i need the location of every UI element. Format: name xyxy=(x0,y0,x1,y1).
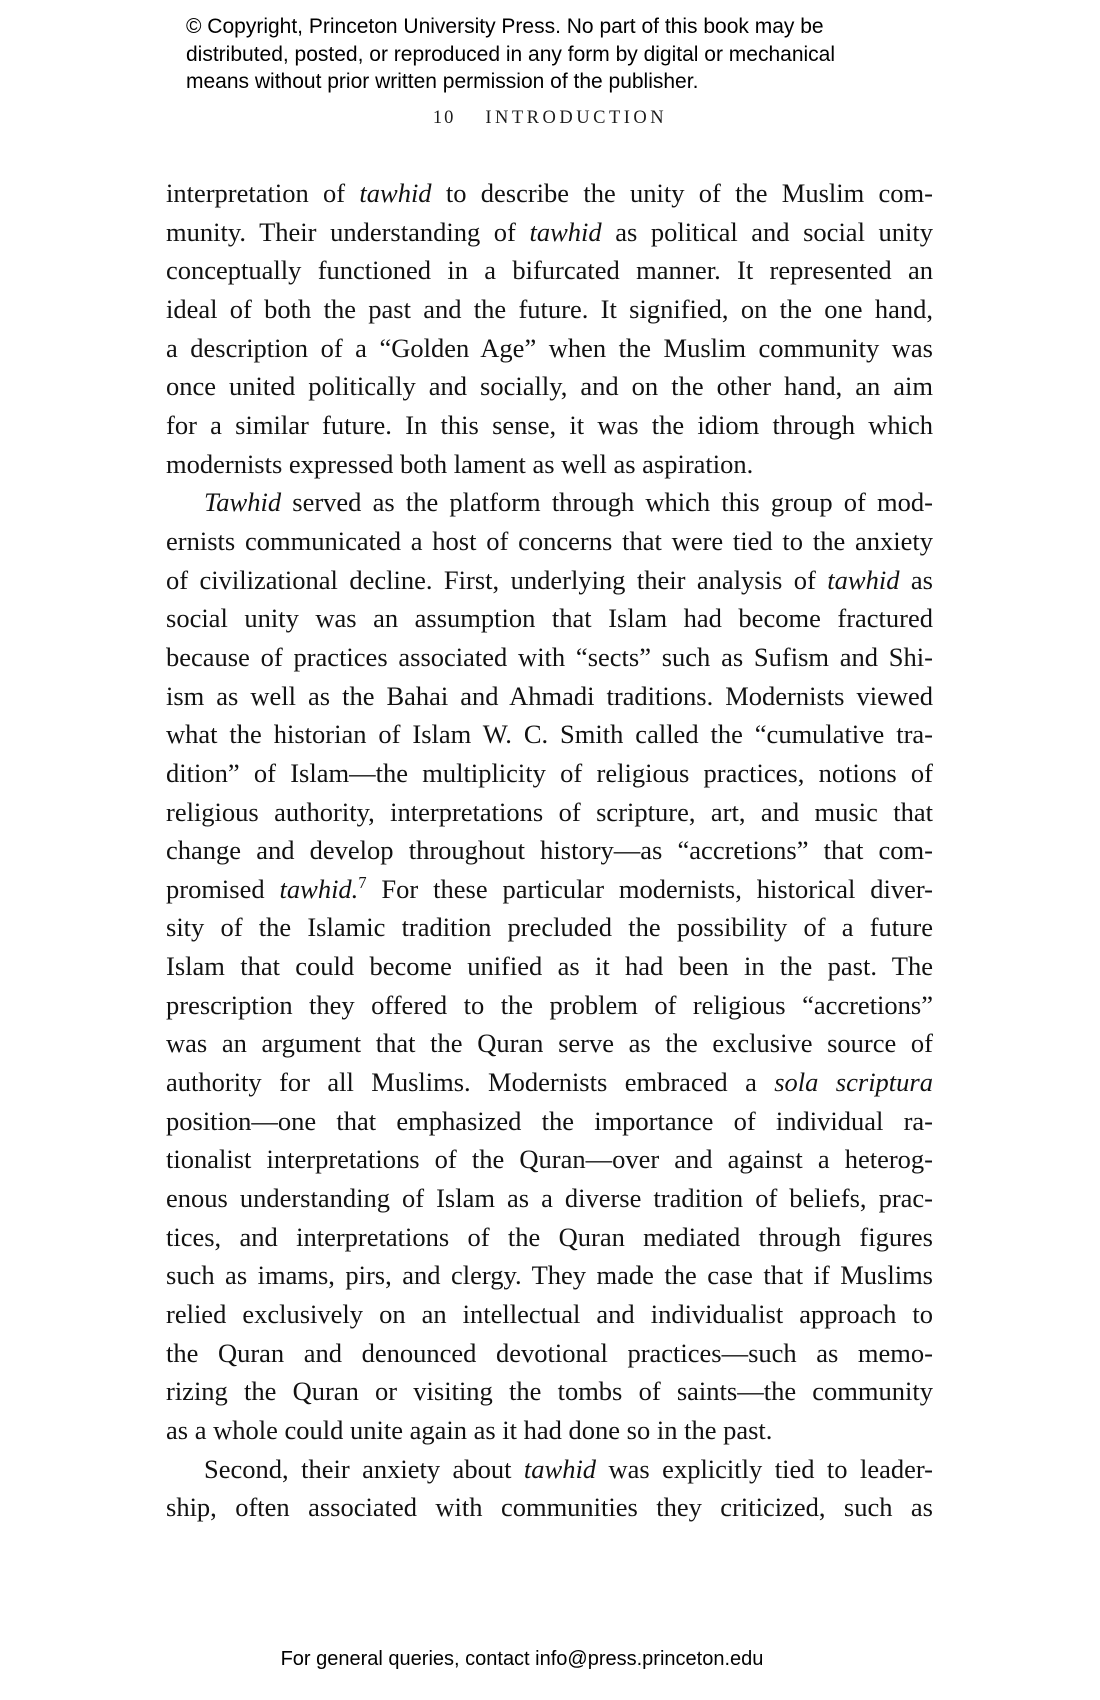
text-line xyxy=(166,1179,933,1218)
body-text xyxy=(166,174,933,1527)
text-line xyxy=(166,1024,933,1063)
text-run: once united politically and socially, and on the other hand, an aim xyxy=(166,371,933,402)
text-run: as political and social unity xyxy=(601,216,933,247)
text-run: what the historian of Islam W. C. Smith called the “cumulative tra- xyxy=(166,719,933,750)
text-line xyxy=(166,947,933,986)
footnote-marker: 7 xyxy=(358,872,367,892)
text-line xyxy=(166,290,933,329)
text-run: prescription they offered to the problem of religious “accretions” xyxy=(166,989,933,1020)
text-run: because of practices associated with “sects” such as Sufism and Shi- xyxy=(166,641,933,672)
text-line xyxy=(166,174,933,213)
text-run: tionalist interpretations of the Quran—over and against a heterog- xyxy=(166,1144,933,1175)
text-line xyxy=(166,1372,933,1411)
text-line xyxy=(166,522,933,561)
text-line xyxy=(166,406,933,445)
italic-term: tawhid xyxy=(523,1453,597,1484)
text-run: ship, often associated with communities they criticized, such as xyxy=(166,1492,933,1523)
text-line xyxy=(166,251,933,290)
text-run: rizing the Quran or visiting the tombs of saints—the community xyxy=(166,1376,933,1407)
text-run: religious authority, interpretations of scripture, art, and music that xyxy=(166,796,933,827)
text-line xyxy=(166,483,933,522)
text-run: Second, their anxiety about xyxy=(204,1453,524,1484)
text-line xyxy=(166,677,933,716)
text-run: a description of a “Golden Age” when the Muslim community was xyxy=(166,332,933,363)
italic-term: tawhid xyxy=(359,178,432,208)
text-run: promised xyxy=(166,873,280,904)
text-run: ism as well as the Bahai and Ahmadi traditions. Modernists viewed xyxy=(166,680,933,711)
text-run: change and develop throughout history—as “accretions” that com- xyxy=(166,835,933,866)
text-run: For these particular modernists, historical diver- xyxy=(366,873,933,904)
italic-term: sola scriptura xyxy=(774,1067,933,1098)
text-line xyxy=(166,1102,933,1141)
text-line xyxy=(166,367,933,406)
text-run: relied exclusively on an intellectual and individualist approach to xyxy=(166,1299,933,1330)
text-run: such as imams, pirs, and clergy. They made the case that if Muslims xyxy=(166,1260,933,1291)
running-head-title: INTRODUCTION xyxy=(485,108,668,128)
text-line xyxy=(166,1450,933,1489)
text-line xyxy=(166,1140,933,1179)
text-run: for a similar future. In this sense, it was the idiom through which xyxy=(166,409,933,440)
text-line xyxy=(166,793,933,832)
footer-query-note: For general queries, contact info@press.princeton.edu xyxy=(280,1648,764,1670)
text-run: as a whole could unite again as it had done so in the past. xyxy=(166,1415,773,1445)
copyright-line: © Copyright, Princeton University Press. No part of this book may be xyxy=(186,15,824,38)
text-run: enous understanding of Islam as a diverse tradition of beliefs, prac- xyxy=(166,1183,933,1214)
text-line xyxy=(166,986,933,1025)
text-run: of civilizational decline. First, underlying their analysis of xyxy=(166,564,828,595)
text-run: munity. Their understanding of xyxy=(166,216,530,247)
italic-term: tawhid xyxy=(827,564,900,595)
text-line xyxy=(166,1334,933,1373)
text-run: as xyxy=(899,564,933,595)
running-head xyxy=(0,108,1100,129)
text-run: the Quran and denounced devotional practices—such as memo- xyxy=(166,1337,933,1368)
text-run: authority for all Muslims. Modernists embraced a xyxy=(166,1067,775,1098)
text-run: sity of the Islamic tradition precluded the possibility of a future xyxy=(166,912,933,943)
text-line xyxy=(166,870,933,909)
paragraph xyxy=(166,483,933,1449)
text-line xyxy=(166,561,933,600)
text-run: modernists expressed both lament as well as aspiration. xyxy=(166,448,754,479)
italic-term: tawhid xyxy=(529,216,602,247)
text-line xyxy=(166,599,933,638)
text-run: dition” of Islam—the multiplicity of religious practices, notions of xyxy=(166,757,933,788)
text-run: conceptually functioned in a bifurcated manner. It represented an xyxy=(166,255,933,286)
paragraph xyxy=(166,1450,933,1527)
text-run: ernists communicated a host of concerns that were tied to the anxiety xyxy=(166,525,933,556)
text-line xyxy=(166,831,933,870)
text-line xyxy=(166,1256,933,1295)
text-line xyxy=(166,1295,933,1334)
text-run: was explicitly tied to leader- xyxy=(596,1453,934,1484)
paragraph xyxy=(166,174,933,483)
text-run: served as the platform through which this group of mod- xyxy=(281,487,933,518)
text-run: tices, and interpretations of the Quran mediated through figures xyxy=(166,1221,933,1252)
text-line xyxy=(166,1218,933,1257)
italic-term: Tawhid xyxy=(204,487,282,518)
italic-term: tawhid. xyxy=(279,873,359,904)
text-run: was an argument that the Quran serve as the exclusive source of xyxy=(166,1028,933,1059)
text-line xyxy=(166,715,933,754)
page-number: 10 xyxy=(432,108,456,128)
text-line xyxy=(166,908,933,947)
text-run: to describe the unity of the Muslim com- xyxy=(431,178,933,208)
copyright-notice xyxy=(186,13,886,96)
text-run: position—one that emphasized the importance of individual ra- xyxy=(166,1105,933,1136)
text-run: interpretation of xyxy=(166,178,360,208)
text-line xyxy=(166,1063,933,1102)
text-line xyxy=(166,213,933,252)
text-run: social unity was an assumption that Islam had become fractured xyxy=(166,603,933,634)
text-line xyxy=(166,754,933,793)
text-line xyxy=(166,445,933,484)
copyright-line: means without prior written permission of the publisher. xyxy=(186,70,699,93)
text-run: Islam that could become unified as it had been in the past. The xyxy=(166,951,933,982)
text-line xyxy=(166,1411,933,1450)
text-line xyxy=(166,1488,933,1527)
copyright-line: distributed, posted, or reproduced in any form by digital or mechanical xyxy=(186,42,836,66)
text-line xyxy=(166,638,933,677)
text-run: ideal of both the past and the future. It signified, on the one hand, xyxy=(166,293,933,324)
text-line xyxy=(166,329,933,368)
